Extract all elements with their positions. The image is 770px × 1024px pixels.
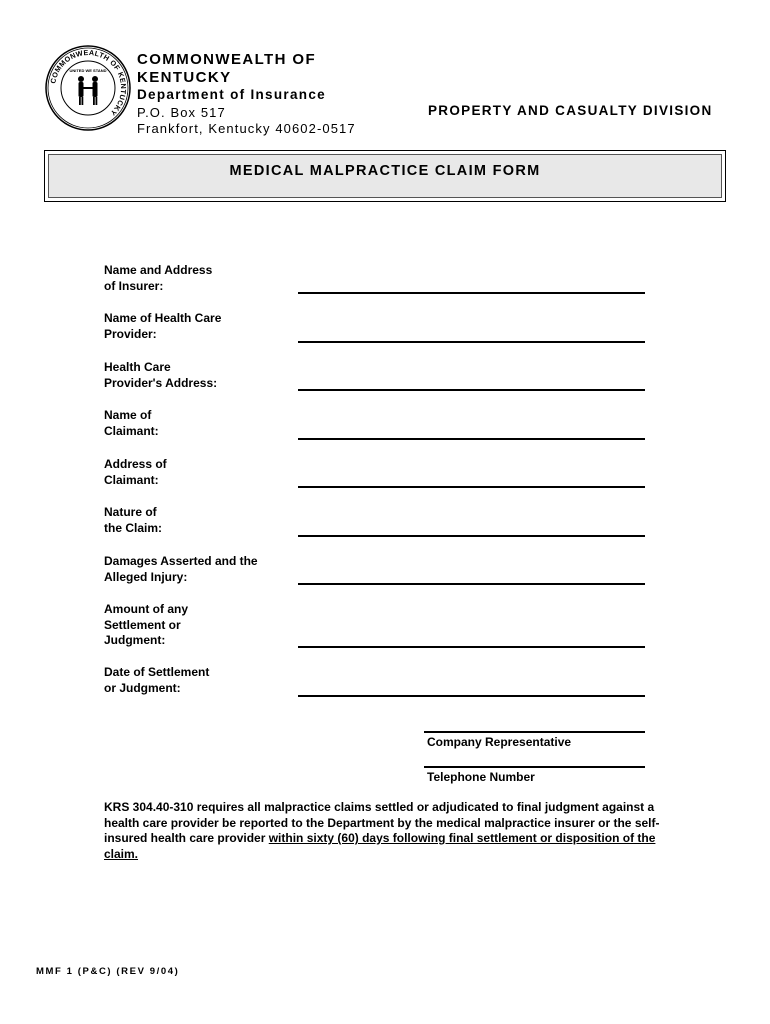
header-commonwealth: COMMONWEALTH OF xyxy=(137,51,317,68)
representative-field[interactable] xyxy=(424,731,645,733)
krs-statement xyxy=(104,800,664,862)
insurer-label: Name and Address of Insurer: xyxy=(104,263,213,293)
claim-nature-label: Nature of the Claim: xyxy=(104,505,163,535)
kentucky-seal xyxy=(44,44,132,132)
seal-ring-text: COMMONWEALTH OF KENTUCKY xyxy=(48,47,129,118)
svg-text:COMMONWEALTH OF KENTUCKY xyxy=(48,48,128,118)
settlement-date-label: Date of Settlement or Judgment: xyxy=(104,665,210,695)
damages-label: Damages Asserted and the Alleged Injury: xyxy=(104,554,258,584)
provider-name-field[interactable] xyxy=(298,341,645,343)
settlement-date-field[interactable] xyxy=(298,695,645,697)
representative-label: Company Representative xyxy=(427,735,572,749)
header-city: Frankfort, Kentucky 40602-0517 xyxy=(137,121,356,136)
form-title-box xyxy=(44,150,726,202)
form-title: MEDICAL MALPRACTICE CLAIM FORM xyxy=(229,163,541,179)
seal-inner-text: UNITED WE STAND xyxy=(69,68,107,73)
claim-nature-field[interactable] xyxy=(298,535,645,537)
form-code: MMF 1 (P&C) (REV 9/04) xyxy=(36,966,180,977)
insurer-field[interactable] xyxy=(298,292,645,294)
provider-address-field[interactable] xyxy=(298,389,645,391)
claimant-address-field[interactable] xyxy=(298,486,645,488)
telephone-field[interactable] xyxy=(424,766,645,768)
provider-name-label: Name of Health Care Provider: xyxy=(104,311,222,341)
settlement-amount-label: Amount of any Settlement or Judgment: xyxy=(104,602,188,647)
statement-deadline: within sixty (60) days following final settlement or disposition of the claim. xyxy=(104,831,656,861)
division-title: PROPERTY AND CASUALTY DIVISION xyxy=(428,103,713,118)
claimant-address-label: Address of Claimant: xyxy=(104,457,167,487)
header-department: Department of Insurance xyxy=(137,87,326,102)
claimant-name-label: Name of Claimant: xyxy=(104,408,159,438)
header-po-box: P.O. Box 517 xyxy=(137,105,226,120)
statement-text: KRS 304.40-310 requires all malpractice claims settled or adjudicated to final judgment against a health care provider be reported to the Department by the medical malpractice insurer or the self-insured health care provider xyxy=(104,800,660,845)
claimant-name-field[interactable] xyxy=(298,438,645,440)
provider-address-label: Health Care Provider's Address: xyxy=(104,360,218,390)
damages-field[interactable] xyxy=(298,583,645,585)
telephone-label: Telephone Number xyxy=(427,770,535,784)
settlement-amount-field[interactable] xyxy=(298,646,645,648)
header-kentucky: KENTUCKY xyxy=(137,69,232,86)
